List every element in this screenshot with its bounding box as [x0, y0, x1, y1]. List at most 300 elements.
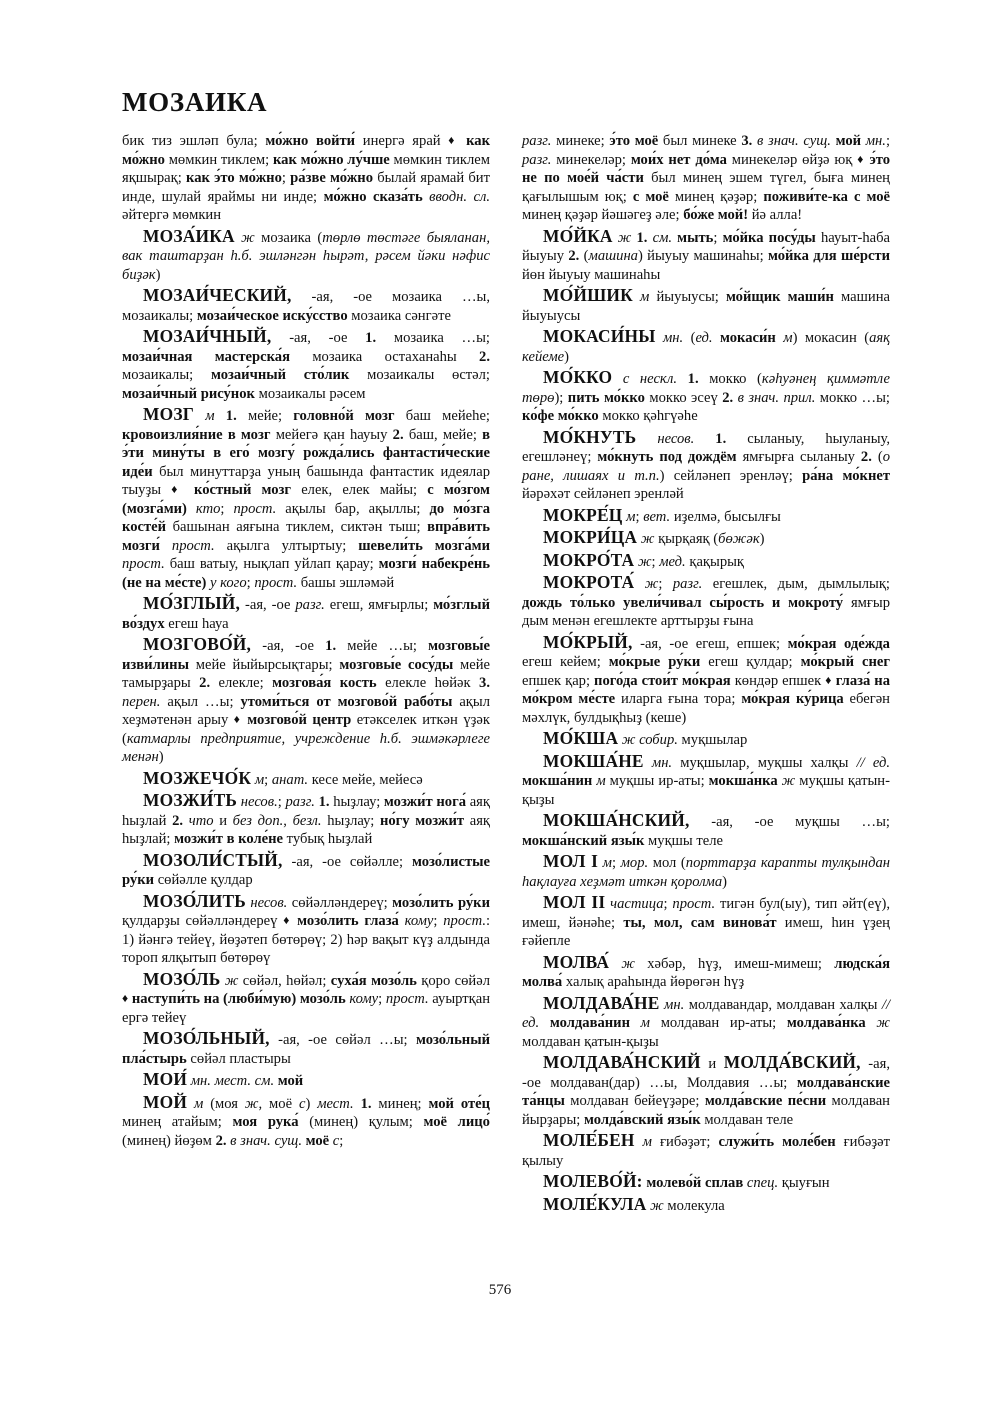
- translation-text: ;: [378, 991, 386, 1008]
- translation-text: мокко эсеү: [644, 389, 723, 406]
- headword: МОКРОТА́: [543, 572, 635, 593]
- translation-text: был минеке: [658, 133, 742, 150]
- translation-text: көндәр епшек: [730, 672, 826, 689]
- bold-phrase: как э́то мо́жно: [186, 170, 282, 187]
- grammar-label: мест.: [317, 1095, 354, 1112]
- bold-phrase: 2.: [568, 248, 580, 265]
- translation-text: , моё: [258, 1095, 299, 1112]
- bold-phrase: ра́на мо́кнет: [802, 467, 890, 484]
- grammar-label: в знач. сущ.: [752, 133, 831, 150]
- bold-phrase: мозгова́я кость: [272, 675, 377, 692]
- headword: МОЛДА́ВСКИЙ,: [723, 1052, 861, 1073]
- grammar-label: что: [183, 812, 214, 829]
- bold-phrase: 2.: [860, 449, 872, 466]
- idiom-diamond-icon: ♦: [283, 913, 292, 928]
- dictionary-entry: [122, 633, 490, 767]
- translation-text: аяқ hыҙлай: [122, 794, 490, 829]
- translation-text: мокко …ы;: [815, 389, 890, 406]
- dictionary-entry: [122, 1091, 490, 1151]
- translation-text: hауыт-hаба йыуыу: [522, 229, 891, 265]
- translation-text: мейе тамырҙары: [122, 656, 490, 692]
- grammar-label: в знач. прил.: [733, 389, 816, 406]
- translation-text: мокко қәhгүәhе: [598, 408, 698, 425]
- bold-phrase: мо́края ку́рица: [741, 691, 844, 708]
- page-title: МОЗАИКА: [122, 87, 268, 117]
- translation-text: тигән бул(ыу), тип әйт(еү), имеш, йәнәhе;: [522, 896, 891, 931]
- translation-text: қырқаяқ (: [658, 531, 719, 548]
- translation-text: егеш қулдар;: [700, 654, 801, 671]
- translation-text: былай ярамай бит инде, шулай яраймы ни инде;: [122, 170, 490, 205]
- translation-text: баш, мейе;: [403, 426, 483, 443]
- translation-text: етәкселек иткән үҙәк (: [122, 712, 491, 747]
- translation-text: и: [213, 812, 233, 829]
- bold-phrase: глаза́ на мо́кром ме́сте: [522, 672, 890, 708]
- translation-text: муқшылар: [677, 732, 748, 749]
- bold-phrase: суха́я мозо́ль: [330, 972, 417, 989]
- translation-text: егеш hауа: [164, 615, 229, 632]
- translation-text: минекеләр;: [551, 151, 631, 168]
- translation-text: -ая, -ое сөйәл …ы;: [269, 1032, 416, 1049]
- bold-phrase: моё: [305, 1132, 330, 1149]
- grammar-label: мн.: [659, 996, 685, 1013]
- bold-phrase: мои́х нет до́ма: [630, 151, 727, 168]
- grammar-label: о ране, лишаях и т.п.: [522, 449, 890, 484]
- translation-text: ): [564, 348, 570, 365]
- translation-text: тубық hыҙлай: [283, 831, 373, 848]
- bold-phrase: 2.: [392, 426, 404, 443]
- bold-phrase: молдава́нские та́нцы: [522, 1074, 890, 1110]
- translation-text: -ая, -ое: [251, 638, 326, 655]
- dictionary-entry: [522, 631, 890, 728]
- translation-text: сөйәл пластыры: [186, 1050, 291, 1067]
- translation-text: молдавандар, молдаван халқы: [684, 996, 882, 1013]
- translation-text: ) мокасин (: [792, 330, 870, 347]
- translation-text: : 1) йәнгә тейеү, йөҙәтеп бөтөрөү; 2) hәр вақыт күҙ алдында тороп ялқытып бөтөрөү: [122, 913, 491, 967]
- bold-phrase: мо́йка посу́ды: [722, 229, 816, 246]
- bold-phrase: ко́стный мозг: [183, 482, 292, 499]
- translation-text: ;: [433, 913, 444, 930]
- grammar-label: спец.: [743, 1175, 779, 1192]
- translation-text: баш ватыу, нықлап уйлап қарау;: [164, 556, 379, 573]
- translation-text: қоро сөйәл: [416, 972, 491, 989]
- translation-text: ;: [611, 855, 621, 872]
- grammar-label: м: [187, 1095, 204, 1112]
- grammar-label: бөжәк: [718, 531, 760, 548]
- translation-text: егешлек, дым, дымлылық;: [702, 576, 890, 593]
- translation-text: минеке;: [551, 133, 610, 150]
- grammar-label: мн.: [861, 133, 886, 150]
- grammar-label: ж: [220, 972, 243, 989]
- bold-phrase: мозаи́чная мастерска́я: [122, 348, 290, 365]
- grammar-label: кәhуәнең қиммәтле төрө: [522, 371, 890, 406]
- grammar-label: анат.: [271, 771, 309, 788]
- bold-phrase: э́то не по мое́й ча́сти: [522, 151, 891, 187]
- translation-text: әйтергә мөмкин: [122, 207, 222, 224]
- grammar-label: мн.: [643, 754, 673, 771]
- page-number: 576: [488, 1282, 512, 1298]
- translation-text: ) сейләнеп эренләү;: [659, 467, 803, 484]
- dictionary-entry: [522, 366, 890, 426]
- bold-phrase: мо́йка для ше́рсти: [767, 248, 891, 265]
- grammar-label: разг.: [672, 576, 703, 593]
- bold-phrase: до мо́зга косте́й: [122, 500, 490, 536]
- dictionary-entry: [522, 891, 890, 951]
- grammar-label: м: [194, 408, 226, 425]
- translation-text: сыланыу, hыуланыу, егешләнеү;: [522, 430, 890, 466]
- bold-phrase: молево́й сплав: [642, 1175, 744, 1192]
- bold-phrase: мозговы́е сосу́ды: [339, 656, 454, 673]
- translation-text: ;: [658, 576, 673, 593]
- translation-text: минең қәҙәр;: [668, 188, 764, 205]
- grammar-label: м: [622, 508, 636, 525]
- translation-text: минең;: [371, 1095, 429, 1112]
- grammar-label: ед.: [695, 330, 713, 347]
- headword: МО́ККО: [543, 367, 613, 388]
- bold-phrase: впра́вить мозги́: [122, 519, 490, 554]
- dictionary-entry: [122, 849, 490, 890]
- dictionary-entry: [522, 284, 890, 325]
- translation-text: был минуттарҙа уның башында фантастик идеялар тыуҙы: [122, 463, 490, 499]
- grammar-label: у кого: [206, 574, 247, 591]
- translation-text: ебегән мәхлүк, булдықhыҙ (кеше): [522, 691, 890, 726]
- bold-phrase: мозги́ набекре́нь (не на ме́сте): [122, 556, 490, 591]
- translation-text: ): [155, 266, 161, 283]
- bold-phrase: мой оте́ц: [428, 1095, 491, 1112]
- bold-phrase: кровоизлия́ние в мозг: [122, 426, 271, 443]
- bold-phrase: мозговы́е изви́лины: [122, 638, 490, 673]
- translation-text: егеш, ямғырлы;: [324, 597, 434, 614]
- grammar-label: ж: [234, 229, 262, 246]
- translation-text: ;: [277, 794, 286, 811]
- translation-text: -ая, -ое: [271, 330, 366, 347]
- grammar-label: с нескл.: [612, 371, 678, 388]
- dictionary-entry: [522, 1051, 890, 1129]
- grammar-label: прост.: [385, 991, 429, 1008]
- idiom-diamond-icon: ♦: [857, 151, 865, 166]
- translation-text: мейе йыйырсықтары;: [188, 656, 340, 673]
- grammar-label: прост.: [122, 556, 165, 573]
- headword: МО́КНУТЬ: [543, 426, 637, 447]
- dictionary-entry: [522, 1193, 890, 1216]
- headword: МОЛЕ́БЕН: [543, 1130, 635, 1151]
- bold-phrase: молдава́нка: [786, 1015, 866, 1032]
- headword: МОЛДАВА́НСКИЙ: [543, 1052, 701, 1073]
- translation-text: епшек қар;: [522, 672, 595, 689]
- grammar-label: разг.: [522, 151, 552, 168]
- translation-text: йыуыусы;: [656, 289, 726, 306]
- translation-text: ;: [281, 170, 291, 187]
- runover-paragraph: [522, 132, 890, 225]
- translation-text: сөйәлле қулдар: [154, 872, 253, 889]
- bold-phrase: мой: [835, 133, 862, 150]
- translation-text: мозаика сәнгәте: [347, 307, 451, 324]
- bold-phrase: мо́крый снег: [800, 654, 890, 671]
- bold-phrase: мо́жно сказа́ть: [323, 188, 423, 205]
- translation-text: [354, 1096, 361, 1112]
- grammar-label: м: [592, 773, 606, 790]
- translation-text: мокко (: [698, 371, 762, 388]
- translation-text: ямғырға сыланыу: [736, 449, 861, 466]
- translation-text: ) йыуыу машинаhы;: [637, 248, 768, 265]
- idiom-diamond-icon: ♦: [233, 712, 242, 727]
- headword: МО́ЙШИК: [543, 285, 633, 306]
- translation-text: мозаика (: [261, 229, 323, 246]
- bold-phrase: 2.: [722, 389, 734, 406]
- translation-text: бик тиз эшләп була;: [122, 133, 266, 150]
- grammar-label: вет.: [643, 508, 671, 525]
- bold-phrase: 1.: [715, 430, 727, 447]
- grammar-label: мед.: [659, 553, 686, 570]
- headword: МО́КША: [543, 728, 619, 749]
- translation-text: мөмкин тиклем;: [164, 151, 273, 168]
- grammar-label: несов.: [636, 430, 695, 447]
- translation-text: -ая, -ое: [240, 597, 296, 614]
- dictionary-entry: [122, 767, 490, 790]
- bold-phrase: ко́фе мо́кко: [522, 408, 599, 425]
- dictionary-entry: [522, 571, 890, 631]
- grammar-label: ж: [777, 773, 796, 790]
- translation-text: мозаика …ы;: [376, 330, 490, 347]
- grammar-label: ж: [865, 1015, 890, 1032]
- translation-text: );: [554, 389, 568, 406]
- bold-phrase: мо́края оде́жда: [787, 635, 890, 652]
- grammar-label: прост.: [159, 537, 215, 554]
- grammar-label: аяқ кейеме: [522, 330, 890, 365]
- headword: МОЗА́ИКА: [143, 225, 235, 246]
- grammar-label: ж: [634, 576, 659, 593]
- grammar-label: прост.: [233, 500, 277, 517]
- bold-phrase: 3.: [741, 133, 753, 150]
- headword: МОЗОЛИ́СТЫЙ,: [143, 849, 283, 870]
- bold-phrase: ты, мол, сам винова́т: [623, 914, 777, 931]
- translation-text: ақыл хеҙмәтенән арыу: [122, 693, 490, 729]
- grammar-label: разг.: [285, 794, 315, 811]
- translation-text: ;: [264, 771, 272, 788]
- grammar-label: разг.: [295, 597, 325, 614]
- dictionary-entry: [522, 992, 890, 1052]
- bold-phrase: как мо́жно: [122, 133, 491, 168]
- bold-phrase: наступи́ть на (люби́мую) мозо́ль: [128, 991, 346, 1008]
- translation-text: елекле;: [210, 675, 273, 692]
- translation-text: егеш кейем;: [522, 654, 609, 671]
- translation-text: иларга ғына тора;: [615, 691, 742, 708]
- dictionary-entry: [522, 325, 890, 366]
- translation-text: елек, елек майы;: [291, 482, 428, 499]
- grammar-label: мн.: [655, 330, 684, 347]
- translation-text: (: [579, 248, 589, 265]
- dictionary-entry: [522, 504, 890, 527]
- dictionary-entry: [522, 750, 890, 810]
- bold-phrase: мо́зглый во́здух: [122, 597, 490, 632]
- translation-text: йә алла!: [748, 207, 803, 224]
- dictionary-entry: [122, 592, 490, 633]
- bold-phrase: людска́я молва́: [522, 955, 890, 991]
- translation-text: ақыл …ы;: [160, 693, 241, 710]
- translation-text: -ая, -ое мозаика …ы, мозаикалы;: [122, 289, 490, 324]
- translation-text: қақырық: [685, 553, 745, 570]
- headword: МОЗО́ЛИТЬ: [143, 890, 246, 911]
- translation-text: [677, 371, 688, 387]
- grammar-label: см.: [647, 229, 673, 246]
- grammar-label: мн. мест. см.: [187, 1073, 275, 1090]
- dictionary-entry: [522, 951, 890, 992]
- translation-text: (минең) йөҙөм: [122, 1132, 216, 1149]
- headword: МОЗЖЕЧО́К: [143, 767, 252, 788]
- grammar-label: м: [629, 1015, 650, 1032]
- runover-paragraph: [122, 132, 490, 225]
- headword: МОКРЕ́Ц: [543, 504, 623, 525]
- right-column: [522, 132, 890, 1215]
- bold-phrase: мозаи́чный сто́лик: [210, 367, 350, 384]
- bold-phrase: бо́же мой!: [683, 207, 749, 224]
- headword: МОЗАИ́ЧЕСКИЙ,: [143, 285, 292, 306]
- bold-phrase: мо́кнуть под дождём: [597, 449, 737, 466]
- dictionary-entry: [522, 850, 890, 891]
- headword: МОЗО́ЛЬНЫЙ,: [143, 1028, 270, 1049]
- dictionary-entry: [122, 890, 490, 968]
- bold-phrase: мокша́нский язы́к: [522, 832, 645, 849]
- grammar-label: м: [634, 1134, 661, 1151]
- translation-text: hыҙлау;: [321, 812, 380, 829]
- translation-text: сөйәл, hөйәл;: [242, 972, 331, 989]
- translation-text: ;: [651, 553, 660, 570]
- grammar-label: прост.: [254, 574, 298, 591]
- bold-phrase: 2.: [172, 812, 184, 829]
- grammar-label: частица: [605, 896, 664, 913]
- headword: МОКША́НСКИЙ,: [543, 810, 690, 831]
- translation-text: ақылга ултыртыу;: [214, 537, 359, 554]
- bold-phrase: пить мо́кко: [567, 389, 645, 406]
- translation-text: мөмкин тиклем яқшырақ;: [122, 151, 490, 187]
- grammar-label: прост.: [443, 913, 486, 930]
- headword: МО́КРЫЙ,: [543, 631, 633, 652]
- translation-text: сөйәлләндереү;: [287, 894, 393, 911]
- headword: МОЛЕ́КУЛА: [543, 1193, 647, 1214]
- translation-text: муқшы теле: [644, 832, 723, 849]
- bold-phrase: мозжи́т в коле́не: [174, 831, 283, 848]
- grammar-label: с: [298, 1095, 306, 1112]
- translation-text: минекеләр өйҙә юқ: [726, 151, 858, 168]
- dictionary-entry: [122, 968, 490, 1028]
- bold-phrase: мозо́льный пла́стырь: [122, 1032, 490, 1067]
- bold-phrase: с моё: [632, 188, 669, 205]
- grammar-label: ж: [612, 229, 637, 246]
- dictionary-entry: [122, 284, 490, 325]
- translation-text: ;: [246, 574, 255, 591]
- grammar-label: машина: [588, 248, 638, 265]
- idiom-diamond-icon: ♦: [122, 991, 129, 1006]
- bold-phrase: мо́крые ру́ки: [608, 654, 701, 671]
- bold-phrase: ра́зве мо́жно: [290, 170, 373, 187]
- bold-phrase: шевели́ть мозга́ми: [358, 537, 490, 554]
- grammar-label: порттарҙа карапты тулқындан hақлауға хеҙмәт иткән қоролма: [522, 855, 891, 890]
- headword: МОЛЕВО́Й:: [543, 1171, 643, 1192]
- grammar-label: несов.: [237, 794, 278, 811]
- bold-phrase: 2.: [199, 675, 211, 692]
- grammar-label: ж: [634, 553, 652, 570]
- translation-text: минең қәҙәр йәшәгеҙ әле;: [522, 207, 684, 224]
- bold-phrase: мой: [274, 1073, 304, 1090]
- dictionary-entry: [522, 727, 890, 750]
- bold-phrase: в э́ти мину́ты в его́ мозгу́ рожда́лись фантасти́ческие иде́и: [122, 426, 490, 480]
- bold-phrase: 1.: [225, 408, 237, 425]
- bold-phrase: э́то моё: [609, 133, 659, 150]
- bold-phrase: мо́жно войти́: [265, 133, 356, 150]
- grammar-label: вводн. сл.: [422, 188, 490, 205]
- headword: МОЛДАВА́НЕ: [543, 992, 660, 1013]
- grammar-label: кому: [398, 913, 434, 930]
- bold-phrase: мокаси́н: [720, 330, 776, 347]
- grammar-label: ж: [244, 1095, 259, 1112]
- bold-phrase: моё лицо́: [423, 1114, 490, 1131]
- grammar-label: несов.: [245, 894, 288, 911]
- grammar-label: с: [329, 1132, 340, 1149]
- grammar-label: прост.: [672, 896, 716, 913]
- grammar-label: перен.: [122, 693, 161, 710]
- idiom-diamond-icon: ♦: [825, 672, 832, 687]
- translation-text: қулдарҙы сөйәлләндереү: [122, 913, 284, 930]
- headword: МОКАСИ́НЫ: [543, 326, 656, 347]
- bold-phrase: моя рука́: [232, 1114, 299, 1131]
- bold-phrase: мозо́лить ру́ки: [392, 894, 490, 911]
- dictionary-entry: [522, 426, 890, 504]
- translation-text: молдаван бейеүҙәре;: [564, 1093, 705, 1110]
- bold-phrase: 1.: [687, 371, 699, 388]
- grammar-label: мор.: [620, 855, 649, 872]
- grammar-label: без доп.: [232, 812, 284, 829]
- translation-text: башы эшләмәй: [297, 574, 395, 591]
- translation-text: инергә ярай: [355, 133, 449, 150]
- grammar-label: ж собир.: [618, 732, 678, 749]
- translation-text: мейегә қан hауыу: [270, 426, 393, 443]
- translation-text: муқшылар, муқшы халқы: [672, 754, 857, 771]
- grammar-label: м: [632, 289, 657, 306]
- bold-phrase: как мо́жно лу́чше: [272, 151, 390, 168]
- bold-phrase: мозжи́т нога́: [383, 794, 467, 811]
- translation-text: молдаван йырҙары;: [522, 1093, 890, 1128]
- grammar-label: // ед.: [856, 754, 890, 771]
- grammar-label: кто: [186, 500, 221, 517]
- translation-text: ямғыр дым менән егешлекте арттырҙы ғына: [522, 594, 890, 630]
- translation-text: баш мейеhе;: [394, 408, 490, 425]
- translation-text: молекула: [667, 1197, 725, 1214]
- bold-phrase: мыть: [672, 229, 714, 246]
- grammar-label: кому: [345, 991, 379, 1008]
- dictionary-entry: [522, 809, 890, 850]
- translation-text: хәбәр, hүҙ, имеш-мимеш;: [647, 955, 835, 972]
- translation-text: молдаван ир-аты;: [650, 1015, 787, 1032]
- translation-text: мозаикалы рәсем: [254, 385, 366, 402]
- translation-text: мозаика остаханаhы: [290, 348, 480, 365]
- bold-phrase: утоми́ться от мозгово́й рабо́ты: [240, 693, 453, 710]
- grammar-label: ж: [646, 1197, 668, 1214]
- translation-text: -ая, -ое молдаван(дар) …ы, Молдавия …ы;: [522, 1056, 890, 1091]
- translation-text: ): [158, 749, 164, 766]
- translation-text: [694, 431, 715, 447]
- translation-text: муқшы қатын-қыҙы: [522, 773, 890, 808]
- bold-phrase: мозо́листые ру́ки: [122, 853, 490, 889]
- bold-phrase: но́гу мозжи́т: [379, 812, 465, 829]
- translation-text: мозаикалы өстәл;: [349, 367, 490, 384]
- translation-text: молдаван қатын-қыҙы: [522, 1033, 659, 1050]
- translation-text: ғибәҙәт қылыу: [522, 1134, 890, 1169]
- bold-phrase: мо́йщик маши́н: [725, 289, 834, 306]
- headword: МОЗАИ́ЧНЫЙ,: [143, 326, 272, 347]
- translation-text: ғибәҙәт;: [660, 1134, 719, 1151]
- bold-phrase: 2.: [479, 348, 490, 365]
- translation-text: қыуғын: [778, 1175, 830, 1192]
- bold-phrase: мозаи́чный рису́нок: [122, 385, 255, 402]
